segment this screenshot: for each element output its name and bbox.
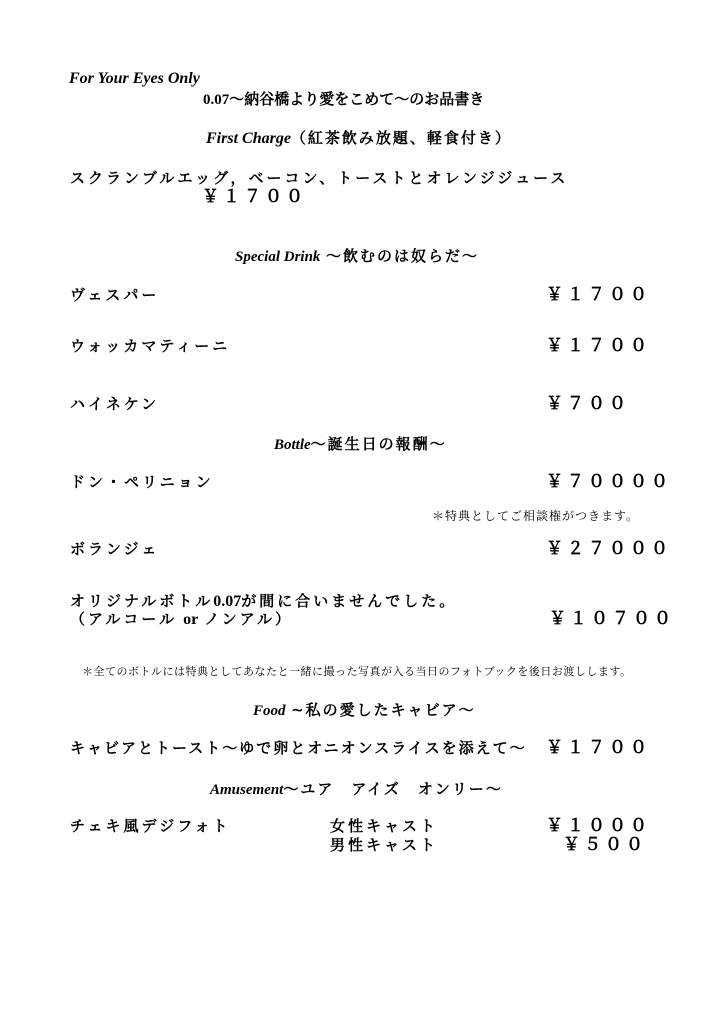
- bottle-heading: [274, 436, 447, 453]
- amusement-heading: [210, 781, 503, 798]
- bottle-name-part: （アルコール: [70, 610, 178, 628]
- bottle-item-price: ￥１０７００: [549, 609, 675, 629]
- bottle-title-en: Bottle: [274, 437, 311, 453]
- bottle-item-price: ￥２７０００: [546, 539, 672, 559]
- first-charge-title-jp: （紅茶飲み放題、軽食付き）: [290, 129, 512, 147]
- amusement-item-name: チェキ風デジフォト: [70, 817, 231, 835]
- special-drink-title-en: Special Drink: [235, 249, 321, 265]
- drink-item-name: ヴェスパー: [70, 286, 160, 304]
- drink-item-price: ￥１７００: [546, 285, 651, 305]
- bottle-name-part: が間に合いませんでした。: [241, 592, 458, 610]
- bottle-name-number: 0.07: [213, 593, 242, 610]
- food-heading: [253, 702, 476, 719]
- bottle-item-name: ドン・ペリニョン: [70, 473, 214, 491]
- bottle-item-note: ＊特典としてご相談権がつきます。: [432, 509, 640, 523]
- drink-item-price: ￥７００: [546, 394, 630, 414]
- drink-item-name: ウォッカマティーニ: [70, 337, 231, 355]
- amusement-title-jp: ～ユア アイズ オンリー～: [283, 780, 503, 798]
- amusement-option-price: ￥５００: [563, 835, 647, 855]
- first-charge-price: ￥１７００: [202, 187, 307, 207]
- amusement-title-en: Amusement: [210, 782, 284, 798]
- amusement-option-price: ￥１０００: [546, 816, 651, 836]
- first-charge-heading: [206, 130, 512, 147]
- food-item-price: ￥１７００: [546, 738, 651, 758]
- menu-title: For Your Eyes Only: [69, 70, 200, 87]
- subtitle-text: 0.07～納谷橋より愛をこめて～のお品書き: [203, 92, 485, 108]
- bottle-item-name-line2: [70, 612, 293, 628]
- first-charge-item: スクランブルエッグ，ベーコン、トーストとオレンジジュース: [70, 169, 569, 187]
- special-drink-heading: [235, 248, 479, 265]
- amusement-option-label: 男性キャスト: [330, 836, 439, 854]
- drink-item-price: ￥１７００: [546, 336, 651, 356]
- bottle-name-or: or: [183, 611, 199, 628]
- drink-item-name: ハイネケン: [70, 395, 160, 413]
- bottle-footnote: ＊全てのボトルには特典としてあなたと一緒に撮った写真が入る当日のフォトブックを後日お渡しします。: [82, 665, 632, 678]
- food-title-jp: ~私の愛したキャビア～: [291, 701, 476, 719]
- bottle-name-part: オリジナルボトル: [70, 592, 214, 610]
- food-title-en: Food: [253, 703, 286, 719]
- amusement-option-label: 女性キャスト: [330, 817, 439, 835]
- menu-subtitle: [203, 91, 484, 108]
- bottle-item-name: ボランジェ: [70, 540, 160, 558]
- first-charge-title-en: First Charge: [206, 130, 291, 147]
- bottle-item-price: ￥７００００: [546, 472, 672, 492]
- bottle-item-name-line1: [70, 594, 457, 610]
- bottle-name-part: ノンアル）: [204, 610, 294, 628]
- special-drink-title-jp: ～飲むのは奴らだ～: [326, 247, 480, 265]
- food-item-name: キャビアとトースト～ゆで卵とオニオンスライスを添えて～: [70, 739, 527, 757]
- bottle-title-jp: ～誕生日の報酬～: [310, 435, 447, 453]
